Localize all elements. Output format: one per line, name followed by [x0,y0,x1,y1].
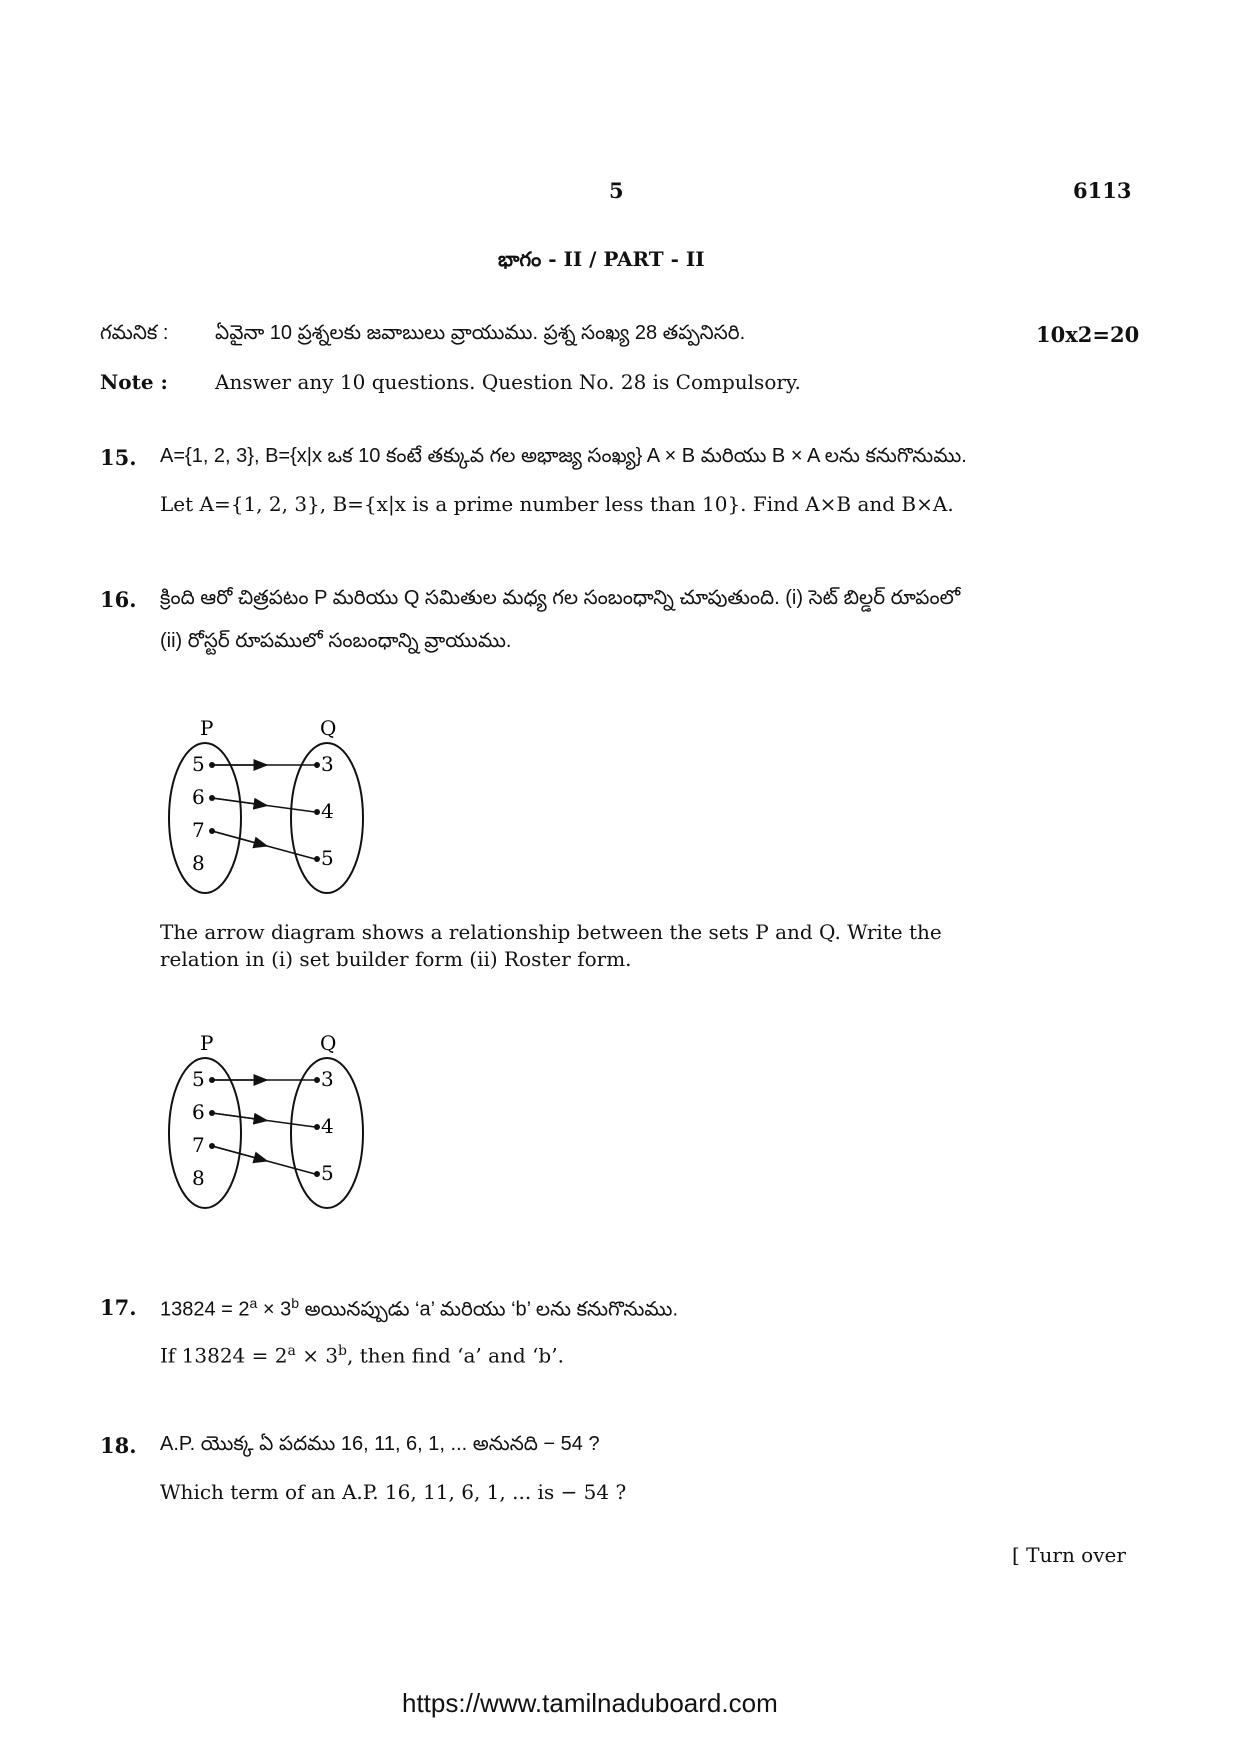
question-number: 15. [100,445,137,470]
question-17-telugu [160,1295,678,1326]
p-element: 6 [192,1100,205,1124]
set-q-label: Q [320,716,337,740]
instruction-telugu-text: ఏవైనా 10 ప్రశ్నలకు జవాబులు వ్రాయుము. ప్రశ్న సంఖ్య 28 తప్పనిసరి. [215,322,746,344]
question-17-telugu-suffix: అయినప్పుడు ‘a’ మరియు ‘b’ లను కనుగొనుము. [299,1298,679,1321]
q-element: 3 [321,1067,334,1091]
instruction-english-label: Note : [100,370,168,394]
question-number: 17. [100,1295,137,1320]
question-16-english-line1: The arrow diagram shows a relationship between the sets P and Q. Write the [160,920,942,944]
paper-code: 6113 [1073,178,1132,203]
question-17-english [160,1343,564,1368]
exponent-b: b [291,1295,300,1311]
website-url[interactable]: https://www.tamilnaduboard.com [402,1688,778,1718]
exponent-a: a [249,1295,258,1311]
question-16-english-line2: relation in (i) set builder form (ii) Roster form. [160,947,632,971]
equation-text: × 3 [257,1298,292,1321]
marks-scheme: 10x2=20 [1036,322,1140,347]
q-element: 3 [321,752,334,776]
p-element: 5 [192,1067,205,1091]
question-17-english-suffix: , then find ‘a’ and ‘b’. [347,1343,564,1368]
q-element: 5 [321,846,334,870]
q-element: 5 [321,1161,334,1185]
question-18-telugu: A.P. యొక్క ఏ పదము 16, 11, 6, 1, ... అనునది − 54 ? [160,1433,600,1455]
set-q-label: Q [320,1031,337,1055]
question-number: 18. [100,1433,137,1458]
exponent-b: b [338,1343,348,1359]
question-15-telugu: A={1, 2, 3}, B={x|x ఒక 10 కంటే తక్కువ గల అభాజ్య సంఖ్య} A × B మరియు B × A లను కనుగొనుము. [160,445,967,467]
p-element: 7 [192,818,205,842]
question-16-telugu-line1: క్రింది ఆరో చిత్రపటం P మరియు Q సమితుల మధ్య గల సంబంధాన్ని చూపుతుంది. (i) సెట్ బిల్డర్ రూపంలో [160,587,961,609]
part-title: భాగం - II / PART - II [498,247,705,271]
equation-text: If 13824 = 2 [160,1343,288,1368]
q-element: 4 [321,799,334,823]
page-number: 5 [609,178,624,203]
p-element: 7 [192,1133,205,1157]
p-element: 6 [192,785,205,809]
p-element: 5 [192,752,205,776]
question-16-telugu-line2: (ii) రోస్టర్ రూపములో సంబంధాన్ని వ్రాయుము. [160,630,512,652]
arrow-diagram [155,1030,375,1230]
q-element: 4 [321,1114,334,1138]
question-18-english: Which term of an A.P. 16, 11, 6, 1, ... is − 54 ? [160,1480,627,1504]
equation-text: 13824 = 2 [160,1298,250,1321]
question-15-english: Let A={1, 2, 3}, B={x|x is a prime number less than 10}. Find A×B and B×A. [160,492,954,516]
turn-over: [ Turn over [1012,1543,1126,1567]
arrow-diagram [155,715,375,915]
p-element: 8 [192,1166,205,1190]
p-element: 8 [192,851,205,875]
instruction-english-text: Answer any 10 questions. Question No. 28 is Compulsory. [215,370,801,394]
instruction-telugu-label: గమనిక : [100,322,169,344]
question-number: 16. [100,587,137,612]
exponent-a: a [287,1343,296,1359]
equation-text: × 3 [295,1343,339,1368]
set-p-label: P [200,716,214,740]
set-p-label: P [200,1031,214,1055]
